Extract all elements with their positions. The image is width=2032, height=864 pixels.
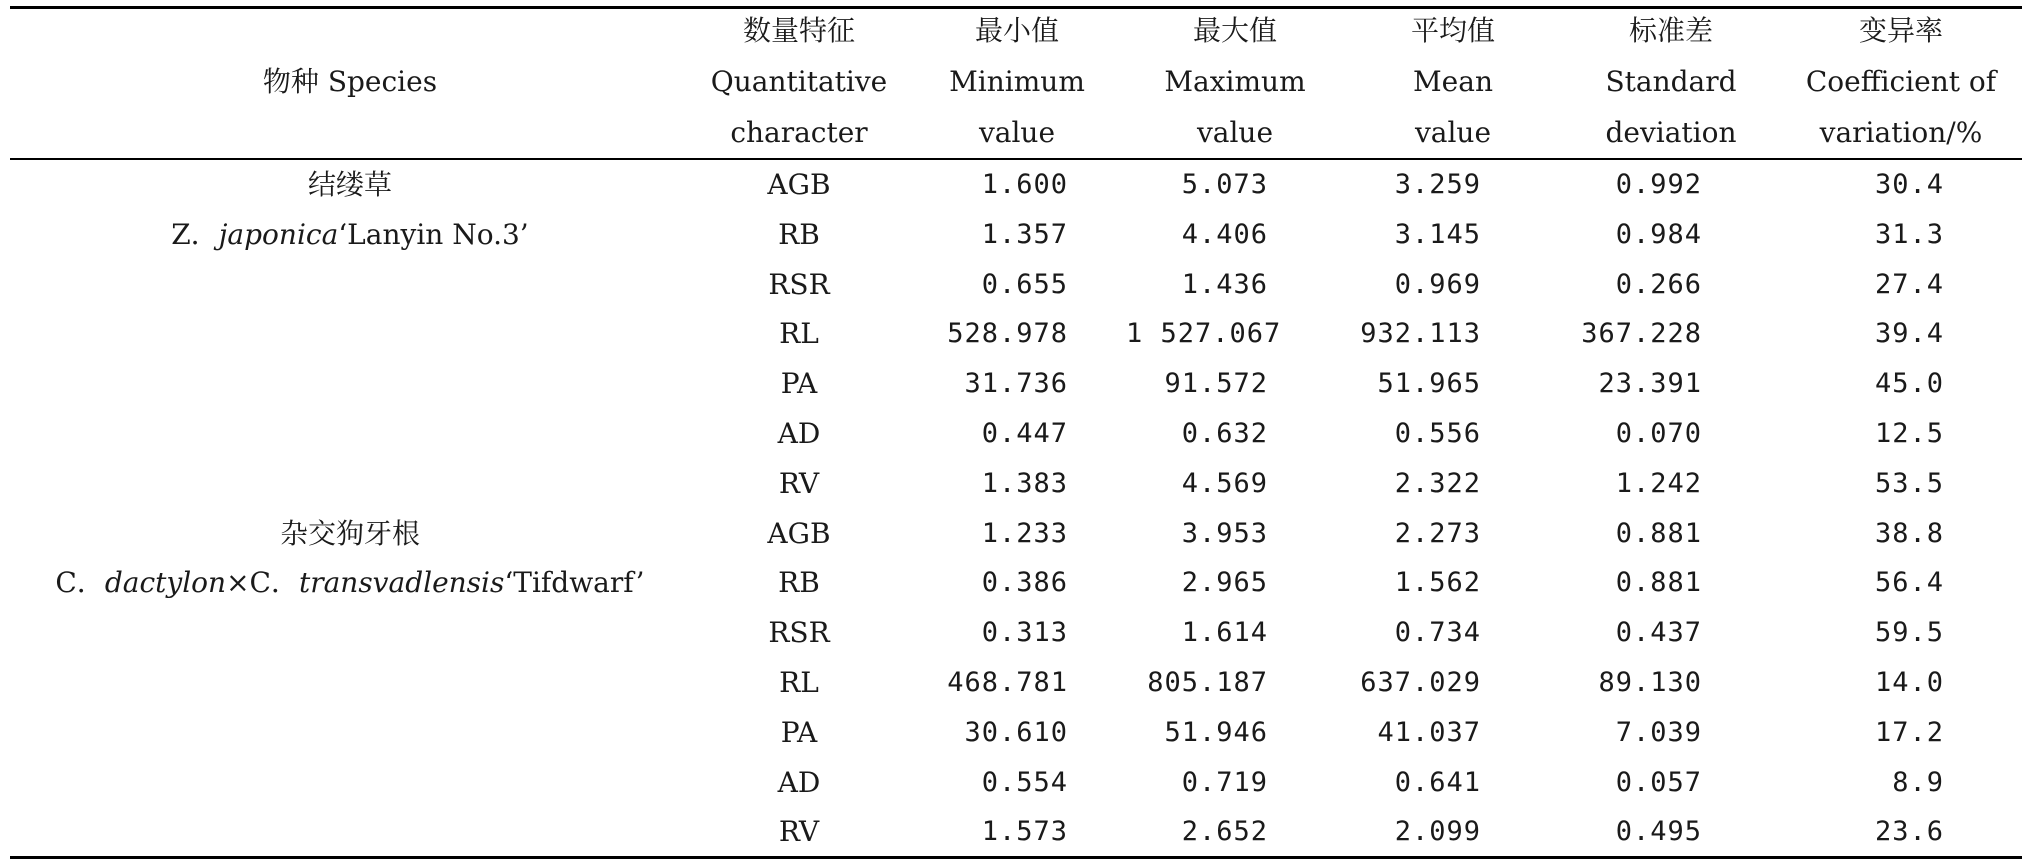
cell-quantitative-character: RV <box>778 466 820 500</box>
cell-std: 0.984 <box>1615 218 1702 250</box>
cell-min: 0.447 <box>981 417 1068 449</box>
cell-std: 367.228 <box>1581 318 1702 350</box>
header-mean <box>1344 6 1562 158</box>
table-row <box>10 359 2022 409</box>
cell-cv: 14.0 <box>1874 666 1944 698</box>
cell-quantitative-character: RB <box>778 566 820 600</box>
cell-cv: 59.5 <box>1874 617 1944 649</box>
header-line: 最小值 <box>974 14 1059 48</box>
cell-cv: 31.3 <box>1874 218 1944 250</box>
cell-mean: 41.037 <box>1377 716 1481 748</box>
cell-quantitative-character: PA <box>780 715 818 749</box>
cell-cv: 17.2 <box>1874 716 1944 748</box>
header-line: Standard <box>1605 64 1737 98</box>
cell-min: 1.357 <box>981 218 1068 250</box>
table-row <box>10 608 2022 658</box>
table-body <box>10 160 2022 857</box>
header-line: deviation <box>1605 115 1737 149</box>
table-row <box>10 807 2022 857</box>
cell-quantitative-character: RB <box>778 217 820 251</box>
species-name-part: ‘Lanyin No.3’ <box>338 217 529 251</box>
header-line: 变异率 <box>1858 14 1943 48</box>
cell-cv: 56.4 <box>1874 567 1944 599</box>
header-line: Minimum <box>949 64 1085 98</box>
cell-quantitative-character: RV <box>778 815 820 849</box>
cell-mean: 1.562 <box>1394 567 1481 599</box>
species-name-cn: 结缕草 <box>307 168 392 201</box>
cell-mean: 637.029 <box>1360 666 1481 698</box>
table-row <box>10 459 2022 509</box>
header-line: character <box>730 115 868 149</box>
cell-min: 468.781 <box>947 666 1068 698</box>
cell-max: 91.572 <box>1164 368 1268 400</box>
cell-max: 0.632 <box>1181 417 1268 449</box>
cell-max: 1.436 <box>1181 268 1268 300</box>
cell-quantitative-character: AGB <box>767 516 831 550</box>
cell-mean: 0.556 <box>1394 417 1481 449</box>
table-row <box>10 708 2022 758</box>
cell-max: 1 527.067 <box>1126 318 1282 350</box>
cell-min: 1.233 <box>981 517 1068 549</box>
cell-quantitative-character: AD <box>777 416 821 450</box>
species-name-part: ×C． <box>226 566 299 600</box>
species-name-part: transvadlensis <box>298 566 505 600</box>
header-line: Mean <box>1413 64 1493 98</box>
header-quantitative-character <box>690 6 908 158</box>
species-name-latin <box>10 210 690 260</box>
cell-std: 1.242 <box>1615 467 1702 499</box>
cell-mean: 2.322 <box>1394 467 1481 499</box>
species-name-part: Z． <box>171 217 219 251</box>
cell-max: 805.187 <box>1147 666 1268 698</box>
cell-min: 1.573 <box>981 816 1068 848</box>
cell-mean: 0.734 <box>1394 617 1481 649</box>
table-row <box>10 558 2022 608</box>
cell-quantitative-character: PA <box>780 367 818 401</box>
cell-max: 4.569 <box>1181 467 1268 499</box>
cell-cv: 27.4 <box>1874 268 1944 300</box>
header-line: Coefficient of <box>1805 64 1997 98</box>
table-row <box>10 758 2022 808</box>
cell-max: 5.073 <box>1181 169 1268 200</box>
table-row <box>10 409 2022 459</box>
cell-std: 0.057 <box>1615 766 1702 798</box>
table-row <box>10 509 2022 559</box>
cell-min: 528.978 <box>947 318 1068 350</box>
cell-max: 0.719 <box>1181 766 1268 798</box>
cell-max: 51.946 <box>1164 716 1268 748</box>
cell-quantitative-character: AD <box>777 765 821 799</box>
header-species <box>10 6 690 158</box>
cell-std: 23.391 <box>1598 368 1702 400</box>
header-minimum <box>908 6 1126 158</box>
cell-quantitative-character: RSR <box>768 616 830 650</box>
header-line: value <box>978 115 1056 149</box>
table-row <box>10 260 2022 310</box>
header-coefficient-of-variation <box>1780 6 2022 158</box>
cell-min: 0.313 <box>981 617 1068 649</box>
header-species-label: 物种 Species <box>262 65 438 98</box>
cell-cv: 23.6 <box>1874 816 1944 848</box>
header-line: Quantitative <box>710 64 888 98</box>
cell-min: 1.600 <box>981 169 1068 200</box>
cell-cv: 45.0 <box>1874 368 1944 400</box>
table-row <box>10 160 2022 210</box>
header-line: value <box>1196 115 1274 149</box>
cell-std: 0.881 <box>1615 567 1702 599</box>
cell-quantitative-character: RL <box>779 317 819 351</box>
header-line: 数量特征 <box>742 14 855 48</box>
cell-cv: 12.5 <box>1874 417 1944 449</box>
cell-min: 0.554 <box>981 766 1068 798</box>
cell-mean: 2.099 <box>1394 816 1481 848</box>
cell-mean: 0.641 <box>1394 766 1481 798</box>
cell-min: 0.386 <box>981 567 1068 599</box>
cell-max: 2.652 <box>1181 816 1268 848</box>
species-name-part: dactylon <box>104 566 227 600</box>
cell-quantitative-character: RL <box>779 665 819 699</box>
cell-std: 0.495 <box>1615 816 1702 848</box>
cell-cv: 8.9 <box>1892 766 1944 798</box>
header-line: variation/% <box>1819 115 1983 149</box>
header-line: 平均值 <box>1410 14 1495 48</box>
cell-cv: 30.4 <box>1874 169 1944 200</box>
species-name-part: japonica <box>218 217 339 251</box>
cell-std: 0.881 <box>1615 517 1702 549</box>
cell-mean: 2.273 <box>1394 517 1481 549</box>
cell-min: 1.383 <box>981 467 1068 499</box>
cell-std: 0.992 <box>1615 169 1702 200</box>
table-row <box>10 309 2022 359</box>
cell-max: 3.953 <box>1181 517 1268 549</box>
cell-min: 31.736 <box>964 368 1068 400</box>
cell-quantitative-character: AGB <box>767 168 831 201</box>
species-name-latin <box>10 558 690 608</box>
cell-max: 2.965 <box>1181 567 1268 599</box>
cell-mean: 0.969 <box>1394 268 1481 300</box>
table-row <box>10 658 2022 708</box>
cell-mean: 3.145 <box>1394 218 1481 250</box>
header-line: value <box>1414 115 1492 149</box>
cell-max: 4.406 <box>1181 218 1268 250</box>
cell-std: 7.039 <box>1615 716 1702 748</box>
species-name-part: ‘Tifdwarf’ <box>504 566 645 600</box>
header-line: 最大值 <box>1192 14 1277 48</box>
cell-std: 0.070 <box>1615 417 1702 449</box>
cell-mean: 3.259 <box>1394 169 1481 200</box>
cell-std: 0.266 <box>1615 268 1702 300</box>
cell-quantitative-character: RSR <box>768 267 830 301</box>
header-standard-deviation <box>1562 6 1780 158</box>
cell-mean: 932.113 <box>1360 318 1481 350</box>
cell-max: 1.614 <box>1181 617 1268 649</box>
header-line: 标准差 <box>1628 14 1713 48</box>
species-name-part: C． <box>55 566 105 600</box>
cell-std: 0.437 <box>1615 617 1702 649</box>
table-row <box>10 210 2022 260</box>
header-line: Maximum <box>1164 64 1306 98</box>
cell-cv: 38.8 <box>1874 517 1944 549</box>
cell-min: 0.655 <box>981 268 1068 300</box>
species-name-cn: 杂交狗牙根 <box>279 516 420 550</box>
cell-std: 89.130 <box>1598 666 1702 698</box>
cell-cv: 53.5 <box>1874 467 1944 499</box>
cell-mean: 51.965 <box>1377 368 1481 400</box>
cell-cv: 39.4 <box>1874 318 1944 350</box>
bottom-rule <box>10 856 2022 859</box>
cell-min: 30.610 <box>964 716 1068 748</box>
header-maximum <box>1126 6 1344 158</box>
